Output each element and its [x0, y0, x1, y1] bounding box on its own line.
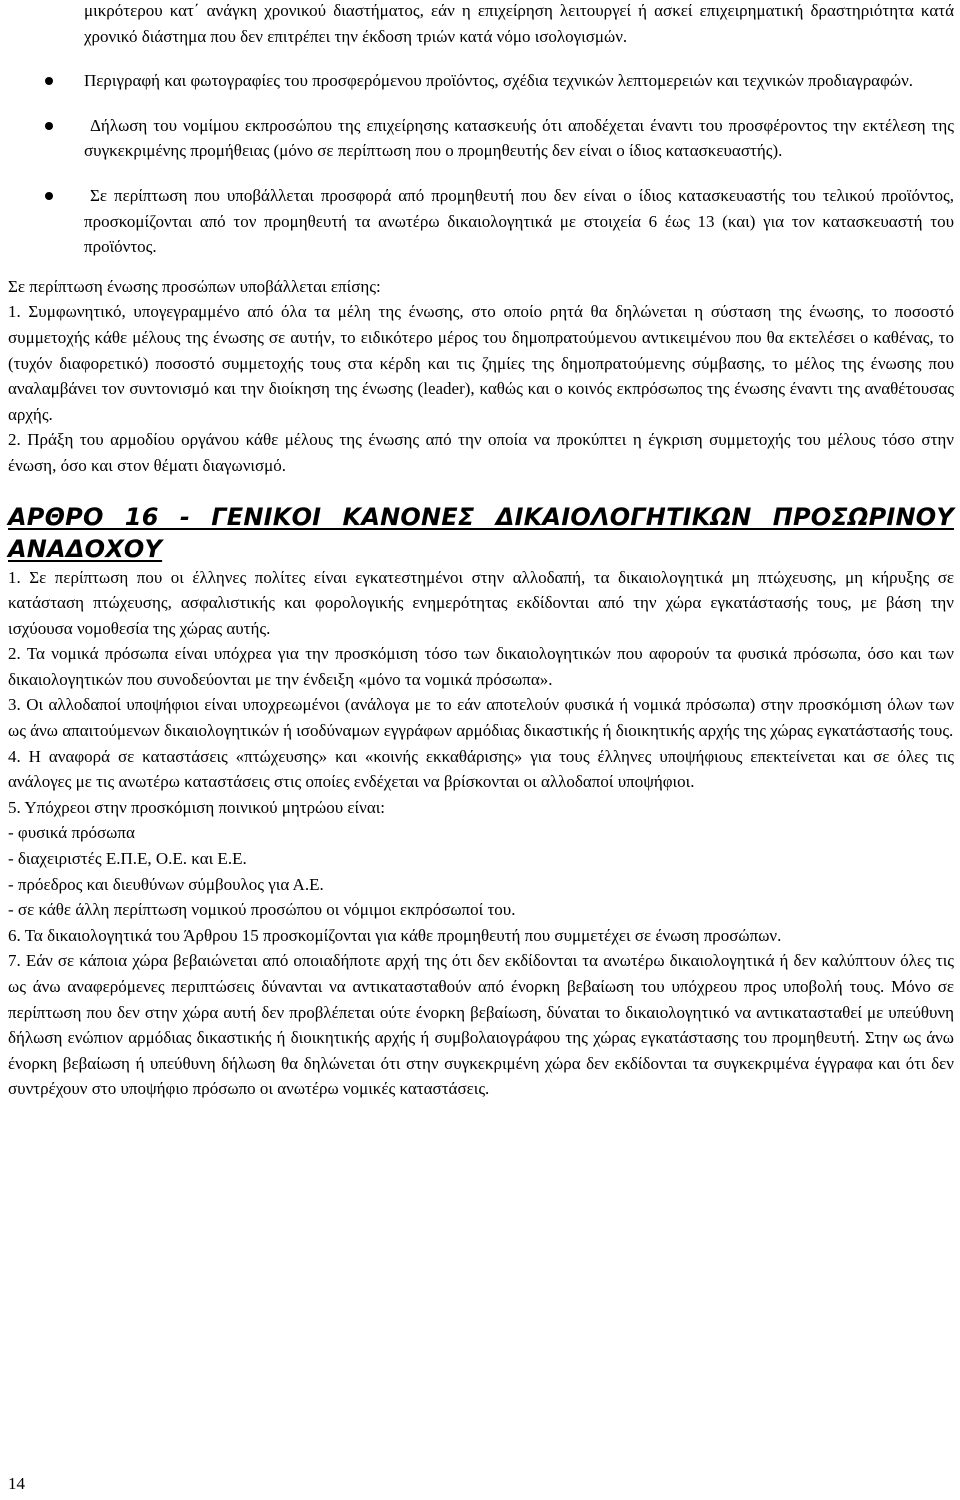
bullet-text: Δήλωση του νομίμου εκπροσώπου της επιχείρησης κατασκευής ότι αποδέχεται έναντι του προσφέροντος την εκτέλεση της συγκεκριμένης προμήθειας (μόνο σε περίπτωση που ο προμηθευτής δεν είναι ο ίδιος κατασκευαστής). [84, 115, 954, 161]
item-text: Συμφωνητικό, υπογεγραμμένο από όλα τα μέλη της ένωσης, στο οποίο ρητά θα δηλώνεται η σύσταση της ένωσης, το ποσοστό συμμετοχής κάθε μέλους της ένωσης σε αυτήν, το ειδικότερο μέρος του δημοπρατούμενου αντικειμένου που θα εκτελέσει ο καθένας, το (τυχόν διαφορετικό) ποσοστό συμμετοχής τους στα κέρδη και τις ζημίες της δημοπρατούμενης σύμβασης, το μέλος της ένωσης που αναλαμβάνει τον συντονισμό και την διοίκηση της ένωσης (leader), καθώς και ο κοινός εκπρόσωπος της ένωσης έναντι της αναθέτουσας αρχής. [8, 302, 954, 424]
item-number: 5. [8, 797, 21, 817]
item-text: Τα δικαιολογητικά του Άρθρου 15 προσκομίζονται για κάθε προμηθευτή που συμμετέχει σε ένωση προσώπων. [24, 925, 782, 945]
item-number: 3. [8, 695, 21, 715]
bullet-dot-icon [45, 122, 53, 130]
item-number: 2. [8, 644, 21, 664]
bullet-text: Σε περίπτωση που υποβάλλεται προσφορά από προμηθευτή που δεν είναι ο ίδιος κατασκευαστής του τελικού προϊόντος, προσκομίζονται από τον προμηθευτή τα ανωτέρω δικαιολογητικά με στοιχεία 6 έως 13 (και) για τον κατασκευαστή του προϊόντος. [84, 185, 954, 257]
requirements-bullet-list [8, 68, 954, 260]
item-number: 1. [8, 567, 21, 587]
article-item-4 [8, 744, 954, 795]
item-text: Η αναφορά σε καταστάσεις «πτώχευσης» και «κοινής εκκαθάρισης» για τους έλληνες υποψήφιους επεκτείνεται και σε όλες τις ανάλογες με τις ανωτέρω καταστάσεις στις οποίες ενδέχεται να βρίσκονται οι αλλοδαποί υποψήφιοι. [8, 746, 955, 792]
bullet-dot-icon [45, 192, 53, 200]
item-number: 7. [8, 951, 21, 971]
item-text: Τα νομικά πρόσωπα είναι υπόχρεα για την προσκόμιση τόσο των δικαιολογητικών που αφορούν τα φυσικά πρόσωπα, όσο και των δικαιολογητικών που συνοδεύονται με την ένδειξη «μόνο τα νομικά πρόσωπα». [8, 644, 954, 689]
page-number: 14 [8, 1474, 25, 1493]
item-text: Εάν σε κάποια χώρα βεβαιώνεται από οποιαδήποτε αρχή της ότι δεν εκδίδονται τα ανωτέρω δικαιολογητικά ή δεν καλύπτουν όλες τις ως άνω αναφερόμενες περιπτώσεις δύνανται να αντικατασταθούν από ένορκη βεβαίωση του υπόχρεου προς υποβολή τους. Μόνο σε περίπτωση που δεν στην χώρα αυτή δεν προβλέπεται ούτε ένορκη βεβαίωση, δύναται το δικαιολογητικό να αντικατασταθεί με υπεύθυνη δήλωση ενώπιον αρμόδιας δικαστικής ή διοικητικής αρχής ή συμβολαιογράφου της χώρας εγκατάστασης του προμηθευτή. Στην ως άνω ένορκη βεβαίωση ή υπεύθυνη δήλωση θα δηλώνεται ότι στην συγκεκριμένη χώρα δεν εκδίδονται τα συγκεκριμένα έγγραφα και ότι δεν συντρέχουν στο υποψήφιο πρόσωπο οι ανωτέρω νομικές καταστάσεις. [8, 951, 954, 1099]
item-number: 2. [8, 430, 21, 450]
article-item-2 [8, 641, 954, 692]
item-number: 4. [8, 746, 21, 766]
intro-continuation: μικρότερου κατ΄ ανάγκη χρονικού διαστήματος, εάν η επιχείρηση λειτουργεί ή ασκεί επιχειρηματική δραστηριότητα κατά χρονικό διάστημα που δεν επιτρέπει την έκδοση τριών κατά νόμο ισολογισμών. [84, 1, 954, 46]
article-item-5 [8, 795, 954, 821]
list-item: - σε κάθε άλλη περίπτωση νομικού προσώπου οι νόμιμοι εκπρόσωποί του. [8, 900, 516, 920]
obligated-persons-list [8, 820, 954, 922]
list-item: - διαχειριστές Ε.Π.Ε, Ο.Ε. και Ε.Ε. [8, 849, 247, 869]
item-text: Οι αλλοδαποί υποψήφιοι είναι υποχρεωμένοι (ανάλογα με το εάν αποτελούν φυσικά ή νομικά πρόσωπα) στην προσκόμιση όλων των ως άνω απαιτούμενων δικαιολογητικών ή ισοδύναμων εγγράφων αρμόδιας δικαστικής ή διοικητικής αρχής της χώρας εγκατάστασής τους. [8, 695, 955, 741]
union-intro: Σε περίπτωση ένωσης προσώπων υποβάλλεται επίσης: [8, 276, 381, 296]
article-item-1 [8, 565, 954, 642]
list-item: - πρόεδρος και διευθύνων σύμβουλος για Α.Ε. [8, 874, 324, 894]
page-content [8, 0, 954, 1102]
bullet-text: Περιγραφή και φωτογραφίες του προσφερόμενου προϊόντος, σχέδια τεχνικών λεπτομερειών και τεχνικών προδιαγραφών. [84, 71, 914, 91]
item-text: Υπόχρεοι στην προσκόμιση ποινικού μητρώου είναι: [24, 797, 386, 817]
item-number: 6. [8, 925, 21, 945]
item-number: 1. [8, 302, 21, 322]
item-text: Σε περίπτωση που οι έλληνες πολίτες είναι εγκατεστημένοι στην αλλοδαπή, τα δικαιολογητικά μη πτώχευσης, μη κήρυξης σε κατάσταση πτώχευσης, ασφαλιστικής και φορολογικής ενημερότητας εκδίδονται από την χώρα εγκατάστασής τους, με βάση την ισχύουσα νομοθεσία της χώρας αυτής. [8, 567, 954, 638]
article-heading: ΑΡΘΡΟ 16 - ΓΕΝΙΚΟΙ ΚΑΝΟΝΕΣ ΔΙΚΑΙΟΛΟΓΗΤΙΚΩΝ ΠΡΟΣΩΡΙΝΟΥ ΑΝΑΔΟΧΟΥ [8, 502, 954, 563]
item-text: Πράξη του αρμοδίου οργάνου κάθε μέλους της ένωσης από την οποία να προκύπτει η έγκριση συμμετοχής του μέλους τόσο στην ένωση, όσο και στον θέματι διαγωνισμό. [8, 430, 954, 475]
list-item: - φυσικά πρόσωπα [8, 823, 135, 843]
union-item-1 [8, 299, 954, 427]
bullet-item [8, 183, 954, 260]
article-item-3 [8, 692, 954, 743]
bullet-item [8, 68, 954, 94]
article-item-7 [8, 948, 954, 1102]
article-item-6 [8, 923, 954, 949]
bullet-dot-icon [45, 77, 53, 85]
bullet-item [8, 113, 954, 164]
union-item-2 [8, 427, 954, 478]
